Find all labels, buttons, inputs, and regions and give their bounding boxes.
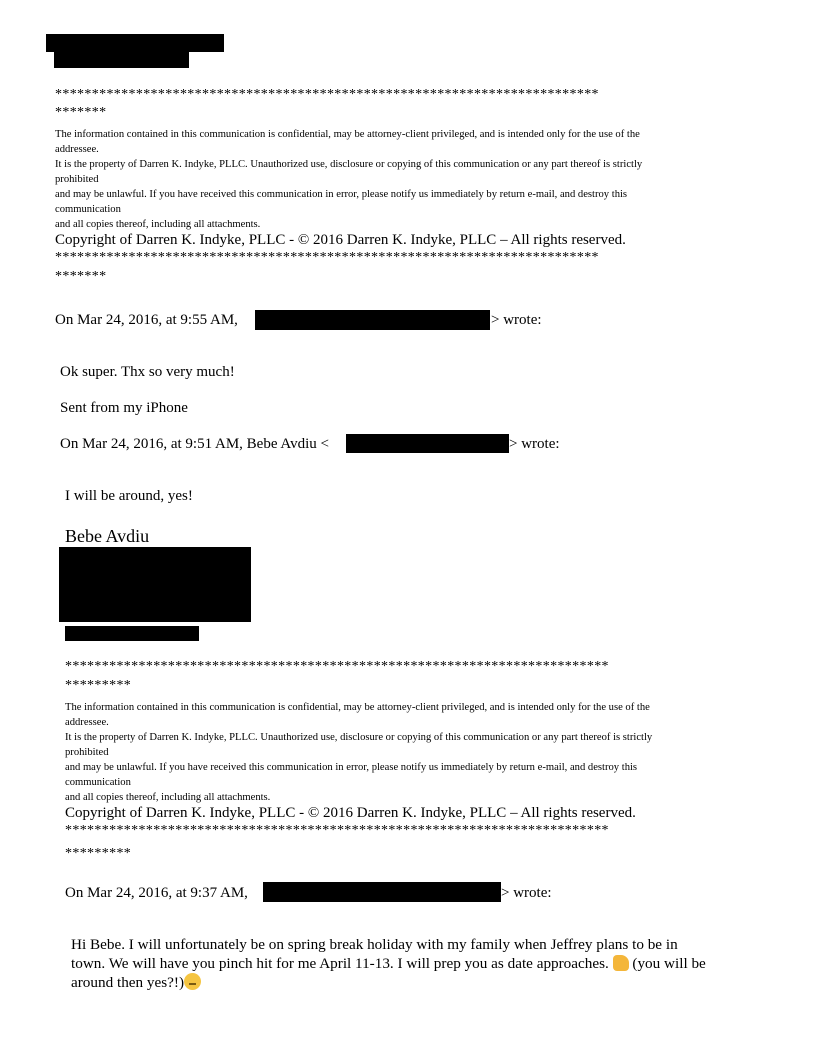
disclaimer-line: and all copies thereof, including all attachments. xyxy=(55,219,261,230)
redacted-email xyxy=(255,310,490,330)
disclaimer-line: addressee. xyxy=(65,717,109,728)
reply-header-suffix: > wrote: xyxy=(501,885,552,901)
reply-header-prefix: On Mar 24, 2016, at 9:55 AM, xyxy=(55,312,238,328)
copyright-notice: Copyright of Darren K. Indyke, PLLC - © 2016 Darren K. Indyke, PLLC – All rights reserved. xyxy=(65,805,636,821)
redacted-sender-name xyxy=(46,34,224,52)
redacted-email xyxy=(346,434,509,453)
sent-from-signature: Sent from my iPhone xyxy=(60,400,188,416)
disclaimer-line: prohibited xyxy=(65,747,109,758)
redacted-email xyxy=(263,882,501,902)
disclaimer-line: It is the property of Darren K. Indyke, PLLC. Unauthorized use, disclosure or copying of this communication or any part thereof is strictly xyxy=(55,159,643,170)
disclaimer-line: The information contained in this communication is confidential, may be attorney-client privileged, and is intended only for the use of the xyxy=(55,129,640,140)
reply-header-suffix: > wrote: xyxy=(509,436,560,452)
disclaimer-line: communication xyxy=(65,777,131,788)
disclaimer-line: and may be unlawful. If you have received this communication in error, please notify us immediately by return e-mail, and destroy this xyxy=(55,189,628,200)
disclaimer-line: The information contained in this communication is confidential, may be attorney-client privileged, and is intended only for the use of the xyxy=(65,702,650,713)
separator-stars: ************************************************************************** xyxy=(65,823,609,838)
message-body-line: Hi Bebe. I will unfortunately be on spring break holiday with my family when Jeffrey plans to be in xyxy=(71,936,678,953)
redacted-signature-line xyxy=(65,626,199,641)
copyright-notice: Copyright of Darren K. Indyke, PLLC - © 2016 Darren K. Indyke, PLLC – All rights reserved. xyxy=(55,232,626,248)
separator-stars: ******* xyxy=(55,269,107,284)
reply-header-prefix: On Mar 24, 2016, at 9:37 AM, xyxy=(65,885,248,901)
disclaimer-line: and all copies thereof, including all attachments. xyxy=(65,792,271,803)
redacted-sender-address xyxy=(54,52,189,68)
thumbs-up-icon xyxy=(613,955,629,971)
message-body xyxy=(71,935,771,992)
disclaimer-line: communication xyxy=(55,204,121,215)
separator-stars: ********* xyxy=(65,678,132,693)
separator-stars: ******* xyxy=(55,105,107,120)
grimace-emoji-icon xyxy=(184,973,201,990)
reply-header-prefix: On Mar 24, 2016, at 9:51 AM, Bebe Avdiu < xyxy=(60,436,329,452)
message-body-line xyxy=(71,973,771,992)
message-body-line xyxy=(71,954,771,973)
message-body-text: around then yes?!) xyxy=(71,974,185,991)
message-body-text: (you will be xyxy=(628,955,706,972)
redacted-signature-block xyxy=(59,547,251,622)
separator-stars: ************************************************************************** xyxy=(55,87,599,102)
message-body: I will be around, yes! xyxy=(65,488,193,504)
separator-stars: ********* xyxy=(65,846,132,861)
disclaimer-line: and may be unlawful. If you have received this communication in error, please notify us immediately by return e-mail, and destroy this xyxy=(65,762,638,773)
separator-stars: ************************************************************************** xyxy=(65,659,609,674)
disclaimer-line: It is the property of Darren K. Indyke, PLLC. Unauthorized use, disclosure or copying of this communication or any part thereof is strictly xyxy=(65,732,653,743)
reply-header-suffix: > wrote: xyxy=(491,312,542,328)
signature-name: Bebe Avdiu xyxy=(65,526,150,546)
message-body-text: town. We will have you pinch hit for me April 11-13. I will prep you as date approaches. xyxy=(71,955,609,972)
separator-stars: ************************************************************************** xyxy=(55,250,599,265)
disclaimer-line: prohibited xyxy=(55,174,99,185)
reply-header xyxy=(55,311,238,329)
message-body: Ok super. Thx so very much! xyxy=(60,364,235,380)
disclaimer-line: addressee. xyxy=(55,144,99,155)
